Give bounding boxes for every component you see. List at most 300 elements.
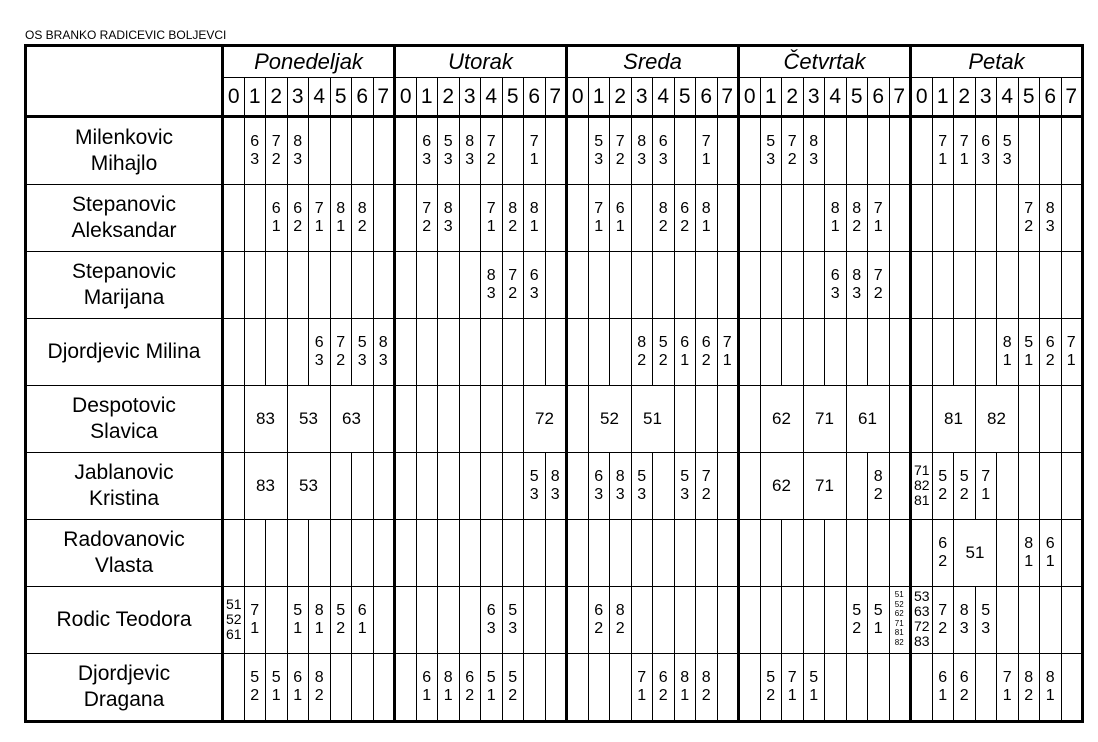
lesson-code-line: 2 xyxy=(873,486,883,503)
lesson-cell xyxy=(524,117,546,185)
empty-cell xyxy=(395,319,417,386)
lesson-cell xyxy=(416,185,438,252)
empty-cell xyxy=(545,520,567,587)
lesson-code-line: 7 xyxy=(938,602,948,619)
lesson-code-line: 3 xyxy=(852,285,862,302)
empty-cell xyxy=(502,319,524,386)
lesson-code-line: 52 xyxy=(894,599,904,609)
empty-cell xyxy=(932,252,954,319)
lesson-code-line: 1 xyxy=(1066,352,1076,369)
lesson-code-line: 71 xyxy=(913,461,930,478)
empty-cell xyxy=(223,453,245,520)
lesson-code-line: 3 xyxy=(293,151,303,168)
lesson-cell: 82 xyxy=(975,386,1018,453)
period-header: 0 xyxy=(395,78,417,117)
lesson-code-line: 7 xyxy=(1002,669,1012,686)
lesson-cell xyxy=(1018,319,1040,386)
teacher-row xyxy=(26,252,1083,319)
lesson-code-line: 2 xyxy=(465,687,475,704)
lesson-cell xyxy=(416,654,438,722)
lesson-cell xyxy=(244,654,266,722)
lesson-cell xyxy=(588,453,610,520)
lesson-code-line: 6 xyxy=(658,669,668,686)
lesson-code-line: 8 xyxy=(486,267,496,284)
period-header: 6 xyxy=(352,78,374,117)
lesson-cell xyxy=(610,117,632,185)
lesson-code-line: Radovanovic xyxy=(63,528,185,551)
lesson-cell xyxy=(696,654,718,722)
empty-cell xyxy=(373,453,395,520)
lesson-code-line: 8 xyxy=(1045,669,1055,686)
lesson-cell xyxy=(266,185,288,252)
empty-cell xyxy=(868,117,890,185)
empty-cell xyxy=(395,520,417,587)
lesson-code-line: 3 xyxy=(1045,218,1055,235)
lesson-code-line: 5 xyxy=(357,334,367,351)
lesson-code-line: 3 xyxy=(959,620,969,637)
lesson-code-line: 6 xyxy=(357,602,367,619)
lesson-code-line: 52 xyxy=(225,610,242,627)
empty-cell xyxy=(889,252,911,319)
empty-cell xyxy=(459,386,481,453)
empty-cell xyxy=(932,319,954,386)
period-header: 0 xyxy=(911,78,933,117)
empty-cell xyxy=(653,520,675,587)
lesson-cell xyxy=(330,587,352,654)
lesson-code-line: 2 xyxy=(314,687,324,704)
period-header: 4 xyxy=(309,78,331,117)
empty-cell xyxy=(782,319,804,386)
lesson-cell xyxy=(932,520,954,587)
lesson-cell xyxy=(610,185,632,252)
lesson-code-line: 1 xyxy=(1002,687,1012,704)
empty-cell xyxy=(416,386,438,453)
lesson-cell xyxy=(868,587,890,654)
empty-cell xyxy=(911,520,933,587)
empty-cell xyxy=(567,587,589,654)
empty-cell xyxy=(1040,453,1062,520)
lesson-code-line: 3 xyxy=(550,486,560,503)
empty-cell xyxy=(631,185,653,252)
lesson-cell xyxy=(954,453,976,520)
empty-cell xyxy=(588,654,610,722)
lesson-code-line: 8 xyxy=(1024,669,1034,686)
lesson-code-line: 6 xyxy=(314,334,324,351)
lesson-code-line: 5 xyxy=(809,669,819,686)
empty-cell xyxy=(846,117,868,185)
empty-cell xyxy=(502,453,524,520)
lesson-code-line: 2 xyxy=(959,687,969,704)
lesson-code-line: 2 xyxy=(508,687,518,704)
lesson-code-line: 5 xyxy=(637,468,647,485)
lesson-code-line: 1 xyxy=(981,486,991,503)
empty-cell xyxy=(825,587,847,654)
lesson-cell xyxy=(352,185,374,252)
lesson-code-line: 8 xyxy=(1002,334,1012,351)
empty-cell xyxy=(739,252,761,319)
lesson-cell xyxy=(846,185,868,252)
lesson-code-line: 3 xyxy=(615,486,625,503)
empty-cell xyxy=(1061,520,1083,587)
empty-cell xyxy=(459,252,481,319)
lesson-code-line: 6 xyxy=(701,334,711,351)
lesson-cell xyxy=(309,185,331,252)
lesson-cell xyxy=(502,252,524,319)
lesson-code-line: 3 xyxy=(443,218,453,235)
lesson-cell xyxy=(954,654,976,722)
lesson-code-line: 8 xyxy=(550,468,560,485)
lesson-code-line: Djordjevic xyxy=(77,662,171,685)
lesson-code-line: 2 xyxy=(1045,352,1055,369)
lesson-code-line: 6 xyxy=(938,535,948,552)
lesson-code-line: 2 xyxy=(787,151,797,168)
empty-cell xyxy=(911,386,933,453)
empty-cell xyxy=(438,252,460,319)
empty-cell xyxy=(1061,587,1083,654)
day-header: Četvrtak xyxy=(739,46,911,78)
teacher-name xyxy=(26,252,223,319)
teacher-name xyxy=(26,453,223,520)
empty-cell xyxy=(696,386,718,453)
lesson-code-line: 5 xyxy=(680,468,690,485)
lesson-cell xyxy=(481,252,503,319)
empty-cell xyxy=(244,252,266,319)
lesson-code-line: 7 xyxy=(1066,334,1076,351)
lesson-code-line: 2 xyxy=(250,687,260,704)
lesson-code-line: 7 xyxy=(701,468,711,485)
empty-cell xyxy=(868,520,890,587)
lesson-code-line: 7 xyxy=(701,133,711,150)
lesson-code-line: 7 xyxy=(314,200,324,217)
lesson-code-line: 8 xyxy=(314,602,324,619)
lesson-code-line: 6 xyxy=(422,133,432,150)
teacher-row xyxy=(26,117,1083,185)
period-header: 7 xyxy=(1061,78,1083,117)
lesson-code-line: 7 xyxy=(271,133,281,150)
empty-cell xyxy=(975,185,997,252)
empty-cell xyxy=(567,453,589,520)
period-header: 7 xyxy=(373,78,395,117)
empty-cell xyxy=(1061,185,1083,252)
lesson-code-line: 8 xyxy=(314,669,324,686)
empty-cell xyxy=(223,117,245,185)
lesson-cell xyxy=(760,654,782,722)
empty-cell xyxy=(739,117,761,185)
empty-cell xyxy=(352,453,374,520)
lesson-cell xyxy=(674,654,696,722)
empty-cell xyxy=(588,319,610,386)
lesson-code-line: 53 xyxy=(913,588,930,604)
lesson-code-line: 8 xyxy=(658,200,668,217)
empty-cell xyxy=(502,520,524,587)
teacher-name xyxy=(26,319,223,386)
lesson-code-line: 2 xyxy=(486,151,496,168)
lesson-code-line: 3 xyxy=(766,151,776,168)
empty-cell xyxy=(481,453,503,520)
lesson-code-line: 1 xyxy=(615,218,625,235)
empty-cell xyxy=(524,654,546,722)
empty-cell xyxy=(545,185,567,252)
lesson-cell xyxy=(696,453,718,520)
lesson-code-line: 2 xyxy=(1024,687,1034,704)
lesson-cell xyxy=(287,117,309,185)
empty-cell xyxy=(610,252,632,319)
empty-cell xyxy=(631,520,653,587)
lesson-cell xyxy=(653,185,675,252)
empty-cell xyxy=(889,520,911,587)
empty-cell xyxy=(717,117,739,185)
lesson-cell xyxy=(438,654,460,722)
teacher-row xyxy=(26,453,1083,520)
lesson-cell xyxy=(416,117,438,185)
lesson-code-line: 3 xyxy=(637,151,647,168)
empty-cell xyxy=(889,386,911,453)
lesson-code-line: 2 xyxy=(959,486,969,503)
lesson-cell xyxy=(330,185,352,252)
empty-cell xyxy=(567,252,589,319)
empty-cell xyxy=(674,520,696,587)
lesson-cell xyxy=(932,117,954,185)
lesson-cell xyxy=(1018,520,1040,587)
lesson-code-line: 3 xyxy=(594,486,604,503)
lesson-code-line: 1 xyxy=(486,218,496,235)
empty-cell xyxy=(266,587,288,654)
lesson-code-line: 3 xyxy=(443,151,453,168)
empty-cell xyxy=(352,117,374,185)
empty-cell xyxy=(846,654,868,722)
lesson-code-line: 1 xyxy=(680,687,690,704)
lesson-cell: 63 xyxy=(330,386,373,453)
empty-cell xyxy=(223,185,245,252)
empty-cell xyxy=(395,453,417,520)
lesson-cell xyxy=(846,587,868,654)
lesson-cell xyxy=(975,587,997,654)
empty-cell xyxy=(524,319,546,386)
empty-cell xyxy=(223,386,245,453)
lesson-code-line: 1 xyxy=(336,218,346,235)
lesson-code-line: 7 xyxy=(637,669,647,686)
lesson-code-line: 3 xyxy=(465,151,475,168)
period-header: 7 xyxy=(545,78,567,117)
empty-cell xyxy=(868,319,890,386)
lesson-code-line: 72 xyxy=(913,618,930,634)
lesson-code-line: 2 xyxy=(852,620,862,637)
lesson-code-line: 7 xyxy=(422,200,432,217)
empty-cell xyxy=(1018,587,1040,654)
empty-cell xyxy=(954,185,976,252)
lesson-code-line: 1 xyxy=(314,620,324,637)
lesson-code-line: 7 xyxy=(981,468,991,485)
lesson-cell xyxy=(803,117,825,185)
lesson-cell xyxy=(868,453,890,520)
period-header: 7 xyxy=(717,78,739,117)
empty-cell xyxy=(1018,453,1040,520)
period-header: 5 xyxy=(1018,78,1040,117)
lesson-cell xyxy=(373,319,395,386)
lesson-code-line: 1 xyxy=(959,151,969,168)
empty-cell xyxy=(309,252,331,319)
empty-cell xyxy=(459,453,481,520)
empty-cell xyxy=(266,252,288,319)
empty-cell xyxy=(438,453,460,520)
lesson-cell xyxy=(631,654,653,722)
lesson-code-line: 3 xyxy=(508,620,518,637)
lesson-code-line: 6 xyxy=(658,133,668,150)
empty-cell xyxy=(739,386,761,453)
lesson-code-line: 2 xyxy=(615,151,625,168)
period-header: 6 xyxy=(868,78,890,117)
empty-cell xyxy=(739,654,761,722)
period-header: 3 xyxy=(287,78,309,117)
empty-cell xyxy=(459,185,481,252)
empty-cell xyxy=(911,654,933,722)
empty-cell xyxy=(717,252,739,319)
lesson-cell xyxy=(653,319,675,386)
empty-cell xyxy=(997,185,1019,252)
lesson-code-line: 7 xyxy=(486,200,496,217)
empty-cell xyxy=(373,117,395,185)
lesson-code-line: 5 xyxy=(271,669,281,686)
empty-cell xyxy=(352,520,374,587)
lesson-code-line: 1 xyxy=(701,218,711,235)
empty-cell xyxy=(459,587,481,654)
empty-cell xyxy=(395,185,417,252)
day-header: Sreda xyxy=(567,46,739,78)
teacher-name xyxy=(26,185,223,252)
lesson-code-line: 6 xyxy=(271,200,281,217)
lesson-cell xyxy=(954,587,976,654)
lesson-code-line: 1 xyxy=(873,620,883,637)
lesson-code-line: 1 xyxy=(529,151,539,168)
teacher-row xyxy=(26,587,1083,654)
lesson-code-line: Mihajlo xyxy=(90,152,158,175)
empty-cell xyxy=(846,453,868,520)
lesson-code-line: 1 xyxy=(830,218,840,235)
lesson-cell xyxy=(674,453,696,520)
empty-cell xyxy=(502,117,524,185)
lesson-code-line: 3 xyxy=(1002,151,1012,168)
lesson-cell xyxy=(782,117,804,185)
lesson-code-line: 1 xyxy=(314,218,324,235)
empty-cell xyxy=(760,587,782,654)
lesson-cell xyxy=(911,587,933,654)
empty-cell xyxy=(760,520,782,587)
period-header: 1 xyxy=(588,78,610,117)
lesson-code-line: 8 xyxy=(852,200,862,217)
lesson-code-line: 8 xyxy=(959,602,969,619)
lesson-code-line: 1 xyxy=(422,687,432,704)
lesson-code-line: 8 xyxy=(637,133,647,150)
lesson-code-line: 2 xyxy=(336,352,346,369)
lesson-cell xyxy=(481,117,503,185)
lesson-code-line: 5 xyxy=(852,602,862,619)
empty-cell xyxy=(889,185,911,252)
lesson-cell: 62 xyxy=(760,386,803,453)
lesson-cell xyxy=(287,654,309,722)
lesson-cell xyxy=(846,252,868,319)
lesson-code-line: 1 xyxy=(701,151,711,168)
lesson-code-line: 5 xyxy=(1002,133,1012,150)
lesson-cell xyxy=(889,587,911,654)
lesson-code-line: 6 xyxy=(465,669,475,686)
empty-cell xyxy=(717,386,739,453)
lesson-cell xyxy=(911,453,933,520)
empty-cell xyxy=(997,453,1019,520)
empty-cell xyxy=(244,185,266,252)
empty-cell xyxy=(911,319,933,386)
empty-cell xyxy=(803,252,825,319)
lesson-code-line: 1 xyxy=(293,620,303,637)
lesson-cell xyxy=(954,117,976,185)
lesson-code-line: 7 xyxy=(959,133,969,150)
empty-cell xyxy=(868,654,890,722)
lesson-cell xyxy=(717,319,739,386)
empty-cell xyxy=(739,520,761,587)
lesson-code-line: 2 xyxy=(271,151,281,168)
lesson-code-line: 2 xyxy=(938,620,948,637)
lesson-code-line: 2 xyxy=(422,218,432,235)
empty-cell xyxy=(438,520,460,587)
empty-cell xyxy=(1018,252,1040,319)
empty-cell xyxy=(825,117,847,185)
empty-cell xyxy=(997,587,1019,654)
lesson-code-line: 6 xyxy=(680,200,690,217)
period-header: 2 xyxy=(266,78,288,117)
lesson-code-line: 5 xyxy=(658,334,668,351)
empty-cell xyxy=(395,654,417,722)
teacher-name xyxy=(26,520,223,587)
empty-cell xyxy=(395,386,417,453)
empty-cell xyxy=(911,252,933,319)
lesson-cell xyxy=(932,654,954,722)
empty-cell xyxy=(653,453,675,520)
lesson-code-line: 6 xyxy=(1045,334,1055,351)
lesson-cell: 52 xyxy=(588,386,631,453)
day-header: Ponedeljak xyxy=(223,46,395,78)
timetable xyxy=(24,44,1084,723)
empty-cell xyxy=(287,520,309,587)
lesson-cell xyxy=(309,319,331,386)
lesson-code-line: Despotovic xyxy=(72,394,176,417)
lesson-code-line: 1 xyxy=(271,687,281,704)
lesson-code-line: 7 xyxy=(486,133,496,150)
empty-cell xyxy=(610,319,632,386)
empty-cell xyxy=(588,252,610,319)
lesson-cell xyxy=(244,117,266,185)
lesson-code-line: 6 xyxy=(981,133,991,150)
lesson-code-line: 3 xyxy=(314,352,324,369)
lesson-cell xyxy=(545,453,567,520)
lesson-cell xyxy=(481,185,503,252)
empty-cell xyxy=(610,654,632,722)
lesson-code-line: 1 xyxy=(637,687,647,704)
lesson-code-line: 3 xyxy=(250,151,260,168)
period-header: 0 xyxy=(567,78,589,117)
lesson-cell xyxy=(1040,520,1062,587)
lesson-code-line: 3 xyxy=(981,151,991,168)
lesson-code-line: 2 xyxy=(852,218,862,235)
empty-cell xyxy=(223,252,245,319)
lesson-code-line: 7 xyxy=(938,133,948,150)
lesson-code-line: 8 xyxy=(809,133,819,150)
lesson-cell xyxy=(674,185,696,252)
lesson-cell xyxy=(868,252,890,319)
lesson-code-line: 2 xyxy=(615,620,625,637)
period-header: 2 xyxy=(782,78,804,117)
empty-cell xyxy=(266,319,288,386)
period-header: 1 xyxy=(932,78,954,117)
lesson-code-line: 5 xyxy=(336,602,346,619)
